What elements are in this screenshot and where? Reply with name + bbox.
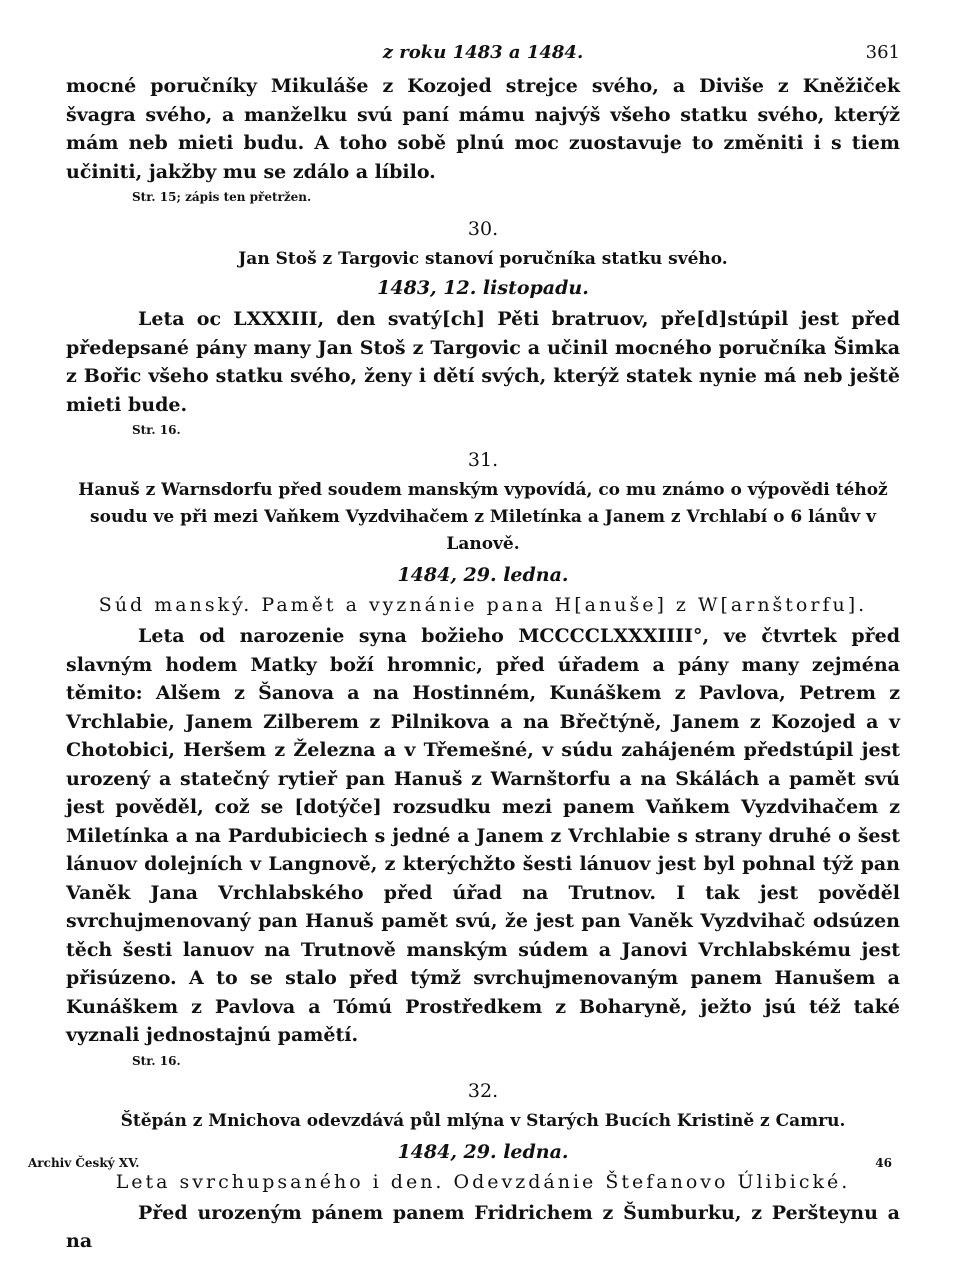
intro-source-note: Str. 15; zápis ten přetržen.: [132, 190, 312, 204]
entry-32-summary: Štěpán z Mnichova odevzdává půl mlýna v Starých Bucích Kristině z Camru.: [120, 1110, 846, 1131]
entry-31-source-note: Str. 16.: [132, 1053, 181, 1068]
running-title: z roku 1483 a 1484.: [382, 42, 584, 63]
entry-31-date: 1484, 29. ledna.: [397, 564, 569, 586]
entry-30-number: 30.: [467, 218, 499, 240]
page-number: 361: [865, 42, 900, 63]
entry-30-summary: Jan Stoš z Targovic stanoví poručníka statku svého.: [238, 249, 728, 269]
entry-31-summary: Hanuš z Warnsdorfu před soudem manským vypovídá, co mu známo o výpovědi téhož soudu ve při mezi Vaňkem Vyzdvihačem z Miletínka a Janem z Vrchlabí o 6 lánův v Lanově.: [78, 480, 888, 554]
entry-32-date: 1484, 29. ledna.: [397, 1140, 569, 1163]
entry-31-number: 31.: [467, 449, 499, 471]
entry-30-paragraph: Leta οc LXXXIII, den svatý[ch] Pěti bratruov, pře[d]stúpil jest před předepsané pány many Jan Stoš z Targovic a učinil mocného poručníka Šimka z Bořic všeho statku svého, ženy i dětí svých, kterýž statek nynie má neb ještě mieti bude.: [66, 308, 900, 416]
intro-paragraph: mocné poručníky Mikuláše z Kozojed strejce svého, a Diviše z Kněžiček švagra svého, a manželku svú paní mámu najvýš všeho statku svého, kterýž mám neb mieti budu. A toho sobě plnú moc zuostavuje to změniti i s tiem učiniti, jakžby mu se zdálo a líbilo.: [66, 75, 900, 183]
entry-32-paragraph: Před urozeným pánem panem Fridrichem z Šumburku, z Peršteynu a na: [66, 1201, 900, 1252]
entry-32-heading: Leta svrchupsaného i den. Odevzdánie Štefanovo Úlibické.: [115, 1170, 851, 1193]
entry-32-number: 32.: [467, 1079, 499, 1102]
footer-volume: Archiv Český XV.: [28, 1156, 140, 1170]
entry-30-date: 1483, 12. listopadu.: [377, 277, 589, 299]
entry-31-heading: Súd manský. Pamět a vyznánie pana H[anuše] z W[arnštorfu].: [98, 594, 868, 616]
entry-30-source-note: Str. 16.: [132, 423, 181, 437]
page-header: [66, 30, 900, 62]
footer-signature: 46: [875, 1156, 892, 1170]
entry-31-paragraph: Leta od narozenie syna božieho MCCCCLXXXIIII°, ve čtvrtek před slavným hodem Matky boží hromnic, před úřadem a pány many zejména těmito: Alšem z Šanova a na Hostinném, Kunáškem z Pavlova, Petrem z Vrchlabie, Janem Zilberem z Pilnikova a na Břečtýně, Janem z Kozojed a v Chotobici, Heršem z Železna a v Třemešné, v súdu zahájeném předstúpil jest urozený a statečný rytieř pan Hanuš z Warnštorfu a na Skálách a pamět svú jest pověděl, což se [dotýče] rozsudku mezi panem Vaňkem Vyzdvihačem z Miletínka a na Pardubiciech s jedné a Janem z Vrchlabie s strany druhé o šest lánuov dolejních v Langnově, z kterýchžto šesti lánuov jest byl pohnal týž pan Vaněk Jana Vrchlabského před úřad na Trutnov. I tak jest pověděl svrchujmenovaný pan Hanuš pamět svú, že jest pan Vaněk Vyzdvihač odsúzen těch šesti lanuov na Trutnově manským súdem a Janovi Vrchlabskému jest přisúzeno. A to se stalo před týmž svrchujmenovaným panem Hanušem a Kunáškem z Pavlova a Tómú Prostředkem z Boharyně, ježto jsú též také vyznali jednostajnú pamětí.: [66, 625, 900, 1046]
page: [66, 30, 900, 1256]
